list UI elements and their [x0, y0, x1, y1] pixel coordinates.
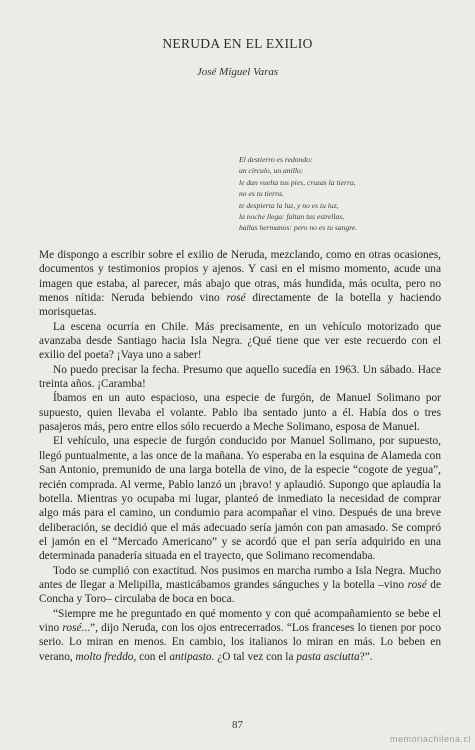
text-run: ...”, dijo Neruda, con los ojos entrecerrados. “Los franceses lo tienen por poco serio. Lo miran en menos. En cambio, los italianos lo miran en más. Lo beben en verano, — [39, 621, 441, 663]
article-author: José Miguel Varas — [196, 66, 279, 78]
text-run: con el — [136, 650, 170, 663]
epigraph-line: no es tu tierra, — [239, 189, 284, 199]
paragraph — [39, 434, 441, 563]
text-run: La escena ocurría en Chile. Más precisamente, en un vehículo motorizado que avanzaba desde Santiago hacia Isla Negra. ¿Qué tiene que ver este recuerdo con el exilio del poeta? ¡Vaya uno a saber! — [39, 320, 441, 362]
epigraph-line: te despierta la luz, y no es tu luz, — [239, 200, 339, 210]
epigraph-line: hallas hermanos: pero no es tu sangre. — [239, 223, 358, 233]
text-run: Íbamos en un auto espacioso, una especie de furgón, de Manuel Solimano por supuesto, quien llevaba el volante. Pablo iba sentado junto a él. Había dos o tres pasajeros más, pero entre ellos sólo recuerdo a Meche Solimano, esposa de Manuel. — [39, 392, 441, 434]
italic-text: rosé — [62, 621, 82, 634]
epigraph-line: le dan vuelta tus pies, cruzas la tierra, — [239, 177, 356, 187]
epigraph-line: la noche llega: faltan tus estrellas, — [239, 212, 345, 222]
epigraph-line: un círculo, un anillo: — [239, 166, 304, 176]
italic-text: molto freddo, — [75, 650, 137, 663]
paragraph — [39, 248, 441, 320]
text-run: “Siempre me he preguntado en qué momento y con qué acompañamiento se bebe el vino — [39, 607, 441, 634]
text-run: Todo se cumplió con exactitud. Nos pusimos en marcha rumbo a Isla Negra. Mucho antes de llegar a Melipilla, masticábamos grandes sánguches y la botella –vino — [39, 564, 441, 591]
text-run: El vehículo, una especie de furgón conducido por Manuel Solimano, por supuesto, llegó puntualmente, a las once de la mañana. Yo esperaba en la esquina de Alameda con San Antonio, premunido de una larga botella de vino, de la especie “cogote de yegua”, recién comprada. Al verme, Pablo lanzó un ¡bravo! y aplaudió. Supongo que aplaudía la botella. Mientras yo ocupaba mi lugar, planteó de inmediato la necesidad de comprar algo más para el camino, un condumio para acompañar el vino. Después de una breve deliberación, se decidió que el más adecuado sería jamón con pan amasado. Se compró el jamón en el “Mercado Americano” y se acordó que el pan sería adquirido en una determinada panadería situada en el trayecto, que Solimano recomendaba. — [39, 435, 441, 563]
epigraph-line: El destierro es redondo: — [239, 155, 313, 164]
paragraph — [39, 320, 441, 363]
italic-text: antipasto. — [169, 650, 215, 663]
text-run: ?”. — [359, 650, 373, 663]
text-run: Me dispongo a escribir sobre el exilio de Neruda, mezclando, como en otras ocasiones, documentos y testimonios propios y ajenos. Y casi en el mismo momento, acude una imagen que estaba, al parecer, más abajo que otras, más hundida, más oculta, pero no menos nítida: Neruda bebiendo vino — [39, 249, 441, 305]
paragraph — [39, 363, 441, 392]
text-run: No puedo precisar la fecha. Presumo que aquello sucedía en 1963. Un sábado. Hace treinta años. ¡Caramba! — [39, 363, 441, 391]
italic-text: rosé — [226, 292, 246, 305]
paragraph — [39, 607, 441, 664]
paragraph — [39, 391, 441, 434]
paragraph — [39, 564, 441, 607]
italic-text: pasta asciutta — [296, 650, 360, 663]
italic-text: rosé — [407, 578, 427, 591]
epigraph — [239, 154, 439, 234]
text-run: directamente de la botella y haciendo morisquetas. — [39, 292, 441, 319]
watermark: memoriachilena.cl — [389, 734, 471, 744]
page-number: 87 — [232, 719, 243, 731]
text-run: de Concha y Toro– circulaba de boca en boca. — [39, 578, 441, 606]
article-title: NERUDA EN EL EXILIO — [162, 36, 313, 51]
article-body — [39, 248, 441, 664]
text-run: ¿O tal vez con la — [214, 650, 297, 663]
